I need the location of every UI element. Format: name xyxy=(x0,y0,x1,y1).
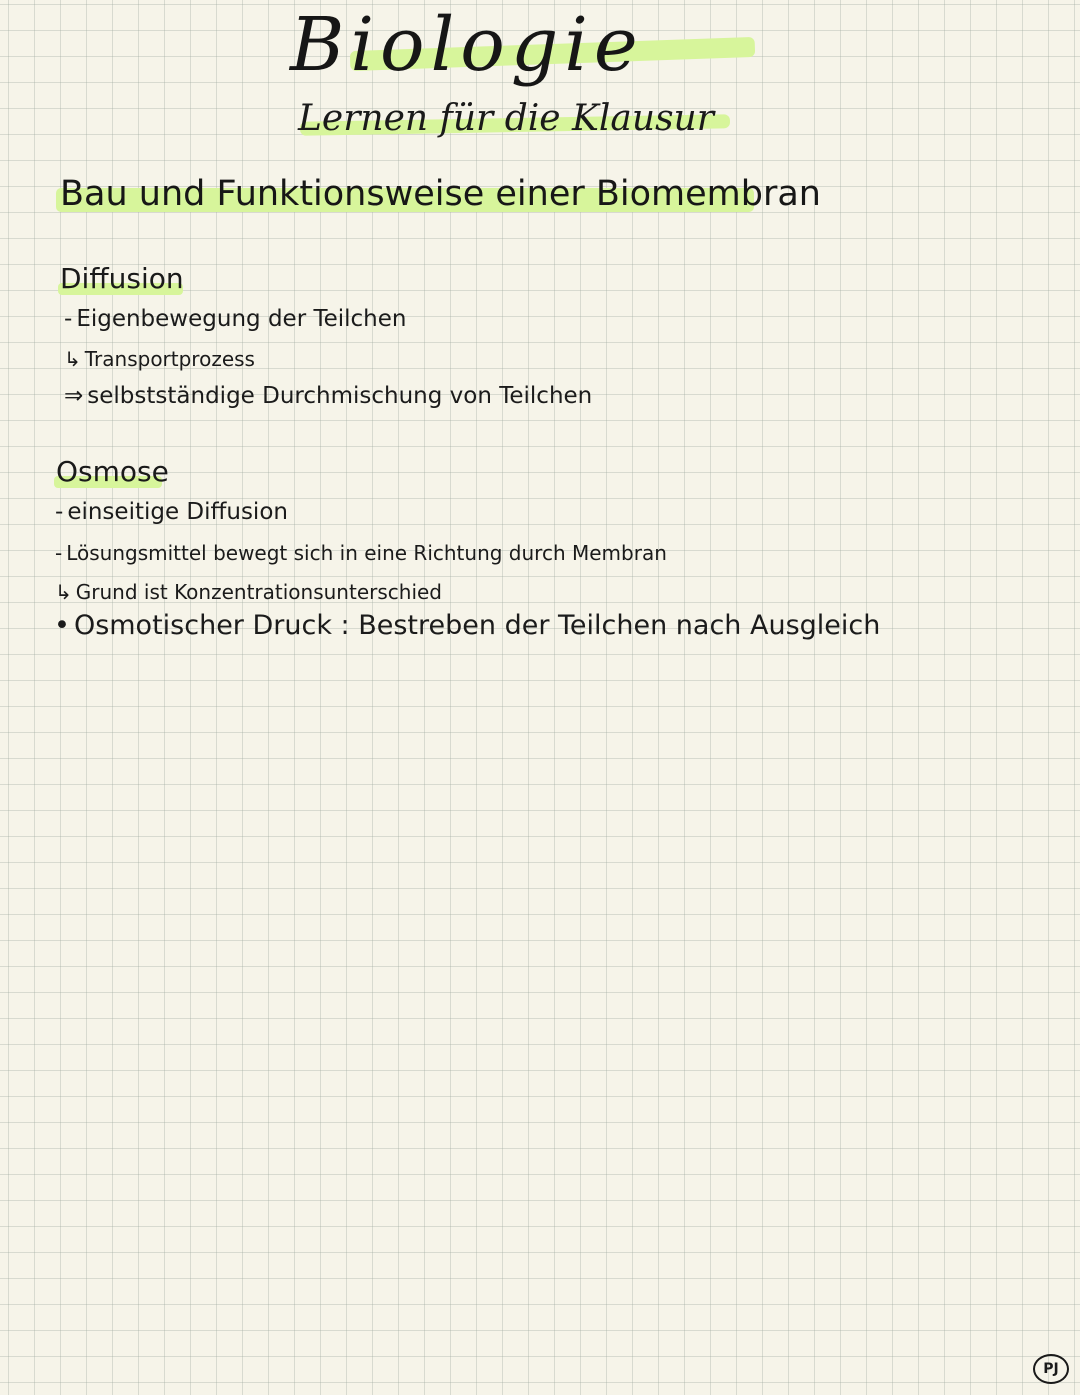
dash-bullet: - xyxy=(64,306,73,332)
list-item xyxy=(64,306,406,332)
arrow-hook-icon: ↳ xyxy=(64,347,81,371)
topic-heading: Bau und Funktionsweise einer Biomembran xyxy=(60,174,821,214)
list-item xyxy=(55,541,667,565)
list-item xyxy=(55,580,442,604)
list-item xyxy=(64,347,255,371)
page-title: Biologie xyxy=(290,2,644,88)
list-item-text: Grund ist Konzentrationsunterschied xyxy=(75,580,442,604)
section-title-osmose: Osmose xyxy=(56,455,169,488)
list-item-text: Transportprozess xyxy=(84,347,255,371)
section-title-diffusion: Diffusion xyxy=(60,262,184,295)
page-subtitle: Lernen für die Klausur xyxy=(298,98,714,139)
list-item-text: Eigenbewegung der Teilchen xyxy=(76,306,407,332)
author-badge: PJ xyxy=(1033,1354,1069,1384)
list-item-text: Osmotischer Druck : Bestreben der Teilchen nach Ausgleich xyxy=(73,610,881,641)
dot-bullet: • xyxy=(54,610,70,641)
dash-bullet: - xyxy=(55,541,63,565)
list-item xyxy=(55,499,288,525)
list-item xyxy=(64,383,592,409)
list-item xyxy=(54,610,880,641)
list-item-text: selbstständige Durchmischung von Teilchen xyxy=(87,383,593,409)
double-arrow-icon: ⇒ xyxy=(64,383,84,409)
dash-bullet: - xyxy=(55,499,64,525)
arrow-hook-icon: ↳ xyxy=(55,580,72,604)
list-item-text: einseitige Diffusion xyxy=(67,499,288,525)
list-item-text: Lösungsmittel bewegt sich in eine Richtung durch Membran xyxy=(66,541,667,565)
